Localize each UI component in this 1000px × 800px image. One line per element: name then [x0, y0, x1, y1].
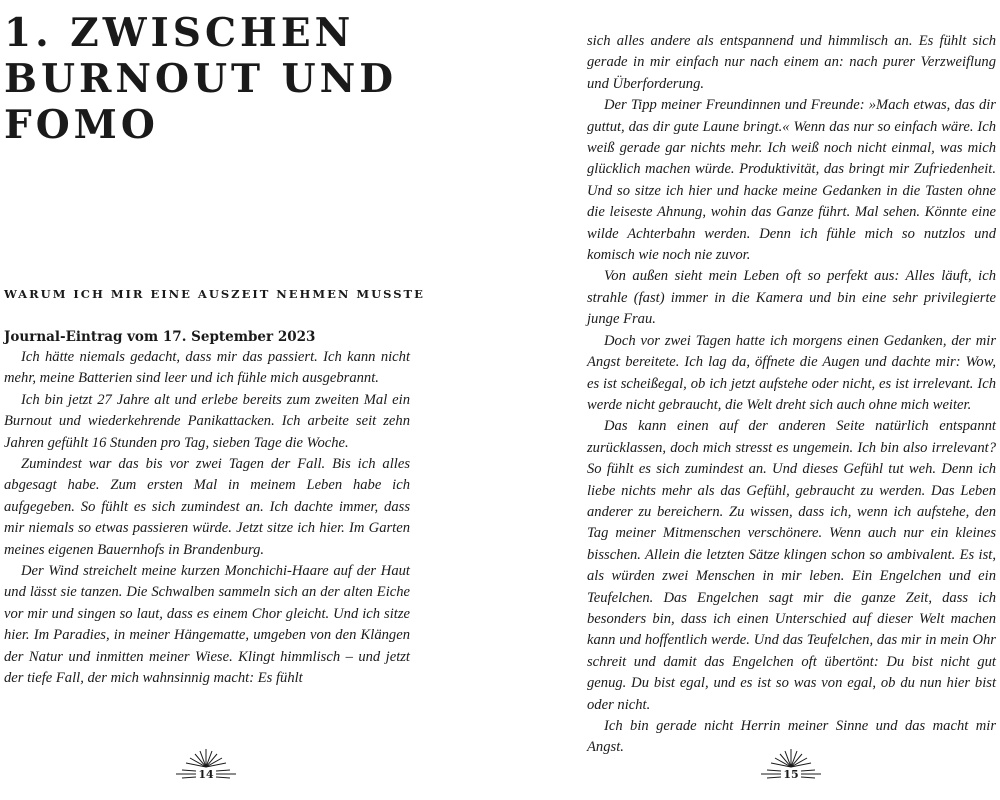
- paragraph: Ich bin jetzt 27 Jahre alt und erlebe bereits zum zweiten Mal ein Burnout und wiederkehrende Panikattacken. Ich arbeite seit zehn Jahren gefühlt 16 Stunden pro Tag, sieben Tage die Woche.: [4, 391, 410, 451]
- paragraph: Das kann einen auf der anderen Seite natürlich entspannt zurücklassen, doch mich stresst es ungemein. Ich bin also irrelevant? So fühlt es sich zumindest an. Und dieses Gefühl tut weh. Denn ich liebe nichts mehr als das Gefühl, gebraucht zu werden. Das Leben anderer zu bereichern. Zu wissen, dass ich, wenn ich aufstehe, den Tag meiner Mitmenschen verschönere. Wenn auch nur ein kleines bisschen. Allein die letzten Sätze klingen schon so ambivalent. Es ist, als würden zwei Menschen in mir leben. Ein Engelchen und ein Teufelchen. Das Engelchen sagt mir die ganze Zeit, dass ich besonders bin, dass ich einen Unterschied auf dieser Welt machen kann und hoffentlich werde. Und das Teufelchen, das mir in mein Ohr schreit und damit das Engelchen oft übertönt: Du bist nicht gut genug. Du bist egal, und es ist so was von egal, ob du nun hier bist oder nicht.: [587, 418, 996, 713]
- paragraph-continuation: sich alles andere als entspannend und himmlisch an. Es fühlt sich gerade in mir einfach nur nach einem an: nach purer Verzweiflung und Überforderung.: [587, 33, 996, 92]
- paragraph: Doch vor zwei Tagen hatte ich morgens einen Gedanken, der mir Angst bereitete. Ich lag da, öffnete die Augen und dachte mir: Wow, es ist scheißegal, ob ich jetzt aufstehe oder nicht, es ist irrelevant. Ich werde nicht gebraucht, die Welt dreht sich auch ohne mich weiter.: [587, 332, 996, 413]
- page-number: 15: [783, 768, 799, 781]
- right-page: [500, 0, 1000, 800]
- section-subtitle: WARUM ICH MIR EINE AUSZEIT NEHMEN MUSSTE: [4, 287, 425, 301]
- left-body-text: [4, 347, 410, 690]
- paragraph: Ich bin gerade nicht Herrin meiner Sinne und das macht mir Angst.: [587, 718, 996, 756]
- page-number: 14: [198, 768, 214, 781]
- page-folio-right: [759, 743, 823, 783]
- chapter-title-line-1: 1. ZWISCHEN: [4, 10, 355, 56]
- chapter-title: [4, 10, 464, 148]
- right-body-text: [587, 31, 996, 759]
- paragraph: Von außen sieht mein Leben oft so perfekt aus: Alles läuft, ich strahle (fast) immer in die Kamera und bin eine sehr privilegierte junge Frau.: [587, 268, 996, 328]
- paragraph: Der Wind streichelt meine kurzen Monchichi-Haare auf der Haut und lässt sie tanzen. Die Schwalben sammeln sich an der alten Eiche vor mir und singen so laut, dass es einem Chor gleicht. Und ich sitze hier. Im Paradies, in meiner Hängematte, umgeben von den Klängen der Natur und inmitten meiner Wiese. Klingt himmlisch – und jetzt der tiefe Fall, der mich wahnsinnig macht: Es fühlt: [4, 563, 410, 687]
- paragraph: Der Tipp meiner Freundinnen und Freunde: »Mach etwas, das dir guttut, das dir gute Laune bringt.« Wenn das nur so einfach wäre. Ich weiß gerade gar nichts mehr. Ich weiß noch nicht einmal, was mich glücklich machen würde. Produktivität, das bringt mir Zufriedenheit. Und so sitze ich hier und hacke meine Gedanken in die Tasten ohne die leiseste Ahnung, wohin das Ganze führt. Mal sehen. Könnte eine wilde Achterbahn werden. Denn ich fühle mich so nutzlos und komisch wie noch nie zuvor.: [587, 97, 996, 264]
- page-folio-left: [174, 743, 238, 783]
- paragraph: Ich hätte niemals gedacht, dass mir das passiert. Ich kann nicht mehr, meine Batterien sind leer und ich fühle mich ausgebrannt.: [4, 349, 410, 387]
- chapter-title-line-2: BURNOUT UND FOMO: [4, 56, 398, 148]
- journal-entry-heading: Journal-Eintrag vom 17. September 2023: [4, 329, 316, 345]
- paragraph: Zumindest war das bis vor zwei Tagen der Fall. Bis ich alles abgesagt habe. Zum ersten Mal in meinem Leben habe ich aufgegeben. So fühlt es sich zumindest an. Ich dachte immer, dass mir niemals so etwas passieren würde. Jetzt sitze ich hier. Im Garten meines eigenen Bauernhofs in Brandenburg.: [4, 456, 410, 558]
